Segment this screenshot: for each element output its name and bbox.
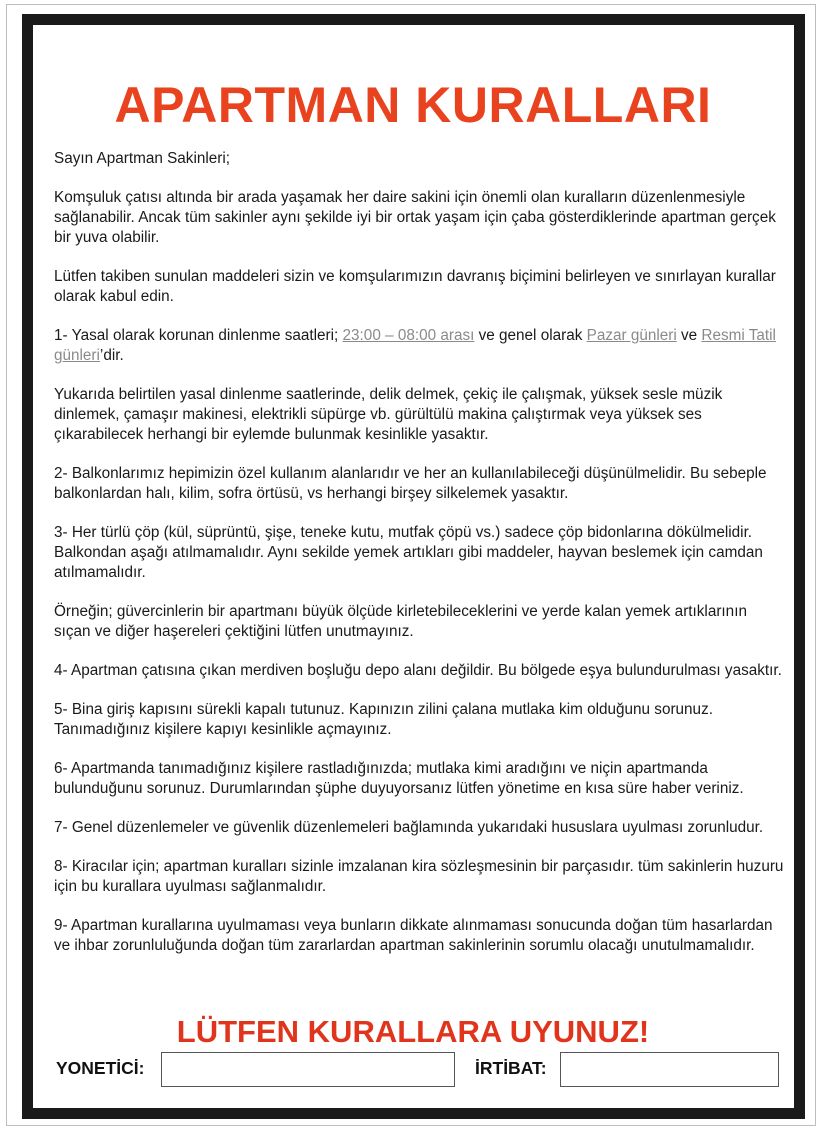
rule-3-detail: Örneğin; güvercinlerin bir apartmanı büyük ölçüde kirletebileceklerini ve yerde kalan yemek artıklarının sıçan ve diğer haşereleri çektiğini lütfen unutmayınız. [54,603,747,640]
rule-1-detail: Yukarıda belirtilen yasal dinlenme saatlerinde, delik delmek, çekiç ile çalışmak, yüksek sesle müzik dinlemek, çamaşır makinesi, elektrikli süpürge vb. gürültülü makina çalıştırmak veya yüksek ses çıkarabilecek herhangi bir eylemde bulunmak kesinlikle yasaktır. [54,386,723,443]
rest-hours-link[interactable]: 23:00 – 08:00 arası [342,327,475,344]
rule-7: 7- Genel düzenlemeler ve güvenlik düzenlemeleri bağlamında yukarıdaki hususlara uyulması zorunludur. [54,819,764,836]
rule-1 [54,326,784,366]
sundays-link[interactable]: Pazar günleri [586,327,677,344]
rule-9: 9- Apartman kurallarına uyulmaması veya bunların dikkate alınmaması sonucunda doğan tüm hasarlardan ve ihbar zorunluluğunda doğan tüm zararlardan apartman sakinlerinin sorumlu olacağı unutulmamalıdır. [54,917,773,954]
rule-8: 8- Kiracılar için; apartman kuralları sizinle imzalanan kira sözleşmesinin bir parçasıdır. tüm sakinlerin huzuru için bu kurallara uyulması sağlanmalıdır. [54,858,784,895]
rule-1-suffix: ’dir. [99,347,124,364]
intro-paragraph: Komşuluk çatısı altında bir arada yaşamak her daire sakini için önemli olan kuralların düzenlenmesiyle sağlanabilir. Ancak tüm sakinler aynı şekilde iyi bir ortak yaşam için çaba gösterdiklerinde apartman gerçek bir yuva olabilir. [54,189,776,246]
rule-2: 2- Balkonlarımız hepimizin özel kullanım alanlarıdır ve her an kullanılabileceği düşünülmelidir. Bu sebeple balkonlardan halı, kilim, sofra örtüsü, vs herhangi birşey silkelemek yasaktır. [54,465,767,502]
rule-6: 6- Apartmanda tanımadığınız kişilere rastladığınızda; mutlaka kimi aradığını ve niçin apartmanda bulunduğunu sorunuz. Durumlarından şüphe duyuyorsanız lütfen yönetime en kısa süre haber veriniz. [54,760,744,797]
page-title: APARTMAN KURALLARI [114,77,712,133]
contact-label: İRTİBAT: [475,1058,547,1078]
rule-5: 5- Bina giriş kapısını sürekli kapalı tutunuz. Kapınızın zilini çalana mutlaka kim olduğunu sorunuz. Tanımadığınız kişilere kapıyı kesinlikle açmayınız. [54,701,713,738]
holidays-link[interactable]: Resmi Tatil günleri [54,327,776,364]
manager-field[interactable] [161,1052,455,1087]
rules-body [54,149,784,975]
rule-1-mid: ve genel olarak [474,327,587,344]
contact-field[interactable] [560,1052,779,1087]
rule-1-and: ve [676,327,702,344]
rule-3: 3- Her türlü çöp (kül, süprüntü, şişe, teneke kutu, mutfak çöpü vs.) sadece çöp bidonlarına dökülmelidir. Balkondan aşağı atılmamalıdır. Aynı sekilde yemek artıkları gibi maddeler, hayvan beslemek için camdan atılmamalıdır. [54,524,763,581]
rule-1-prefix: 1- Yasal olarak korunan dinlenme saatleri; [54,327,343,344]
intro-paragraph: Lütfen takiben sunulan maddeleri sizin ve komşularımızın davranış biçimini belirleyen ve sınırlayan kurallar olarak kabul edin. [54,268,776,305]
greeting: Sayın Apartman Sakinleri; [54,150,231,167]
manager-label: YONETİCİ: [56,1058,145,1078]
rule-4: 4- Apartman çatısına çıkan merdiven boşluğu depo alanı değildir. Bu bölgede eşya bulundurulması yasaktır. [54,662,782,679]
footer-warning: LÜTFEN KURALLARA UYUNUZ! [176,1014,650,1049]
